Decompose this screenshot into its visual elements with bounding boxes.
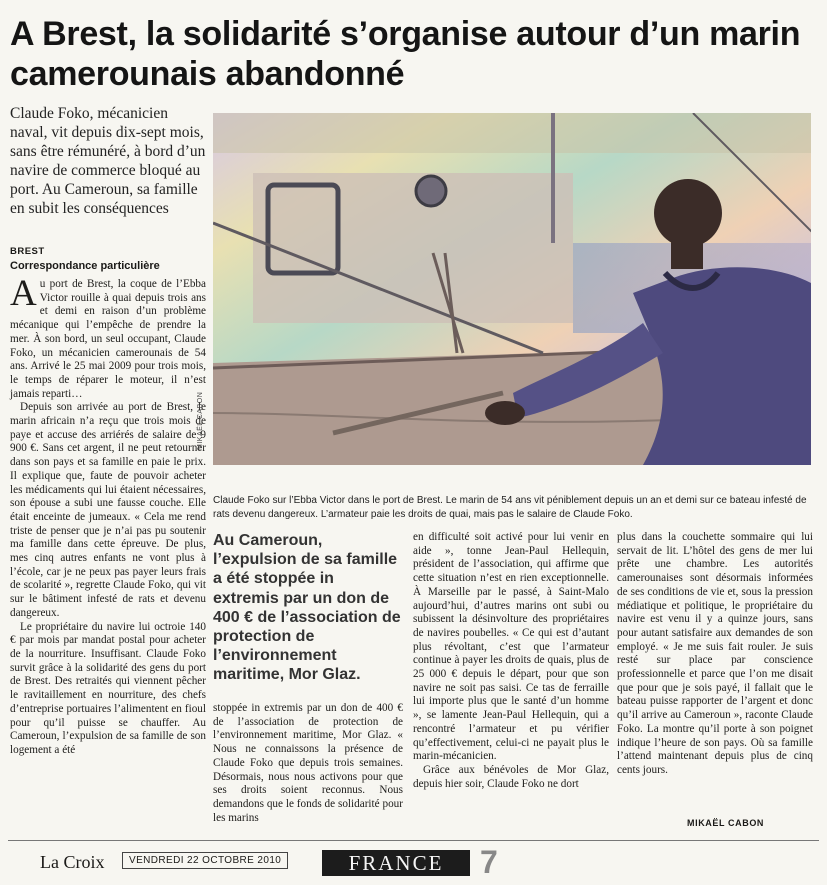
article-paragraph: stoppée in extremis par un don de 400 € de l’association de protection de l’environnement maritime, Mor Glaz. « Nous ne connaissons la présence de Claude Foko que depuis trois semaines. Désormais, nous nous activons pour que ses droits soient reconnus. Nous demandons que le fonds de solidarité pour les marins bbox=[213, 702, 403, 824]
article-column-3 bbox=[413, 531, 609, 791]
article-paragraph: plus dans la couchette sommaire qui lui servait de lit. L’hôtel des gens de mer lui prête une chambre. Les autorités camerounaises sont désormais informées de ses conditions de vie et, sous la pression médiatique et politique, le propriétaire du navire est venu il y a quinze jours, sans pour autant satisfaire aux demandes de son employé. « Je me suis fait rouler. Je suis resté sur place par conscience professionnelle et parce que l’on me disait que pour que je sois payé, il fallait que le bateau puisse rapporter de l’argent et donc qu’il arrive au Cameroun », raconte Claude Foko. La montre qu’il porte à son poignet indique l’heure de son pays. Où sa famille l’attend maintenant depuis plus de cinq cents jours. bbox=[617, 531, 813, 776]
article-paragraph: Depuis son arrivée au port de Brest, le marin africain n’a reçu que trois mois de paye et accuse des arriérés de salaire de 9 900 €. Sans cet argent, il ne peut retourner dans son pays et sa famille en paie le prix. Il explique que, faute de pouvoir acheter les médicaments qui lui étaient nécessaires, son épouse a subi une fausse couche. Elle était enceinte de jumeaux. « Cela me rend triste de penser que je n’ai pas pu soutenir ma famille dans cette épreuve. De plus, mes cinq autres enfants ne vont plus à l’école, car je ne peux pas payer leurs frais de scolarité », regrette Claude Foko, qui vit sur le bâtiment infesté de rats et devenu dangereux. bbox=[10, 401, 206, 619]
photo-credit: MIKAËL CABON bbox=[197, 391, 204, 450]
standfirst: Claude Foko, mécanicien naval, vit depuis dix-sept mois, sans être rémunéré, à bord d’un navire de commerce bloqué au port. Au Cameroun, sa famille en subit les conséquences bbox=[10, 105, 206, 217]
page-number: 7 bbox=[480, 844, 498, 880]
pull-quote: Au Cameroun, l’expulsion de sa famille a été stoppée in extremis par un don de 400 € de l’association de protection de l’environnement maritime, Mor Glaz. bbox=[213, 532, 401, 684]
drop-cap: A bbox=[10, 273, 37, 314]
ship-photo bbox=[213, 113, 811, 465]
section-label: FRANCE bbox=[322, 850, 470, 876]
article-column-1 bbox=[10, 273, 206, 758]
author-signature: MIKAËL CABON bbox=[687, 818, 765, 828]
article-column-4 bbox=[617, 531, 813, 778]
dateline: BREST bbox=[10, 246, 45, 257]
photo-caption: Claude Foko sur l’Ebba Victor dans le port de Brest. Le marin de 54 ans vit péniblement depuis un an et demi sur ce bateau infesté de rats devenu dangereux. L’armateur paie les droits de quai, mais pas le salaire de Claude Foko. bbox=[213, 495, 807, 520]
article-column-2 bbox=[213, 702, 403, 825]
photo-illustration bbox=[213, 113, 811, 465]
article-paragraph: Le propriétaire du navire lui octroie 140 € par mois par mandat postal pour acheter de la nourriture. Insuffisant. Claude Foko survit grâce à la solidarité des gens du port de Brest. Des retraités qui viennent pêcher le ravitaillement en nourriture, des chefs d’entreprise portuaires l’alimentent en fioul pour qu’il puisse se chauffer. Au Cameroun, l’expulsion de sa famille de son logement a été bbox=[10, 620, 206, 756]
newspaper-name: La Croix bbox=[40, 852, 105, 872]
article-paragraph: Grâce aux bénévoles de Mor Glaz, depuis hier soir, Claude Foko ne dort bbox=[413, 763, 609, 790]
article-paragraph bbox=[10, 273, 206, 401]
headline: A Brest, la solidarité s’organise autour d’un marin camerounais abandonné bbox=[10, 15, 801, 93]
article-text: u port de Brest, la coque de l’Ebba Victor rouille à quai depuis trois ans et demi en raison d’un problème mécanique qui l’empêche de prendre la mer. À son bord, un seul occupant, Claude Foko, un mécanicien camerounais de 54 ans. Arrivé le 25 mai 2009 pour trois mois, le temps de réparer le moteur, il n’est jamais reparti… bbox=[10, 278, 206, 400]
issue-date: VENDREDI 22 OCTOBRE 2010 bbox=[122, 852, 288, 869]
article-paragraph: en difficulté soit activé pour lui venir en aide », tonne Jean-Paul Hellequin, président de l’association, qui affirme que cette situation n’est en rien exceptionnelle. À Marseille par le passé, à Saint-Malo aujourd’hui, d’autres marins ont subi ou subissent la désinvolture des propriétaires de navires poubelles. « Ce qui est d’autant plus révoltant, c’est que l’armateur continue à payer les droits de quais, plus de 25 000 € depuis le départ, pour que son navire ne soit pas saisi. Ce tas de ferraille lui importe plus que le santé d’un homme », se lamente Jean-Paul Hellequin, qui a rencontré l’armateur et pu vérifier qu’effectivement, celui-ci ne payait plus le marin-mécanicien. bbox=[413, 531, 609, 763]
correspondence-label: Correspondance particulière bbox=[10, 260, 160, 272]
footer-rule bbox=[8, 840, 819, 841]
